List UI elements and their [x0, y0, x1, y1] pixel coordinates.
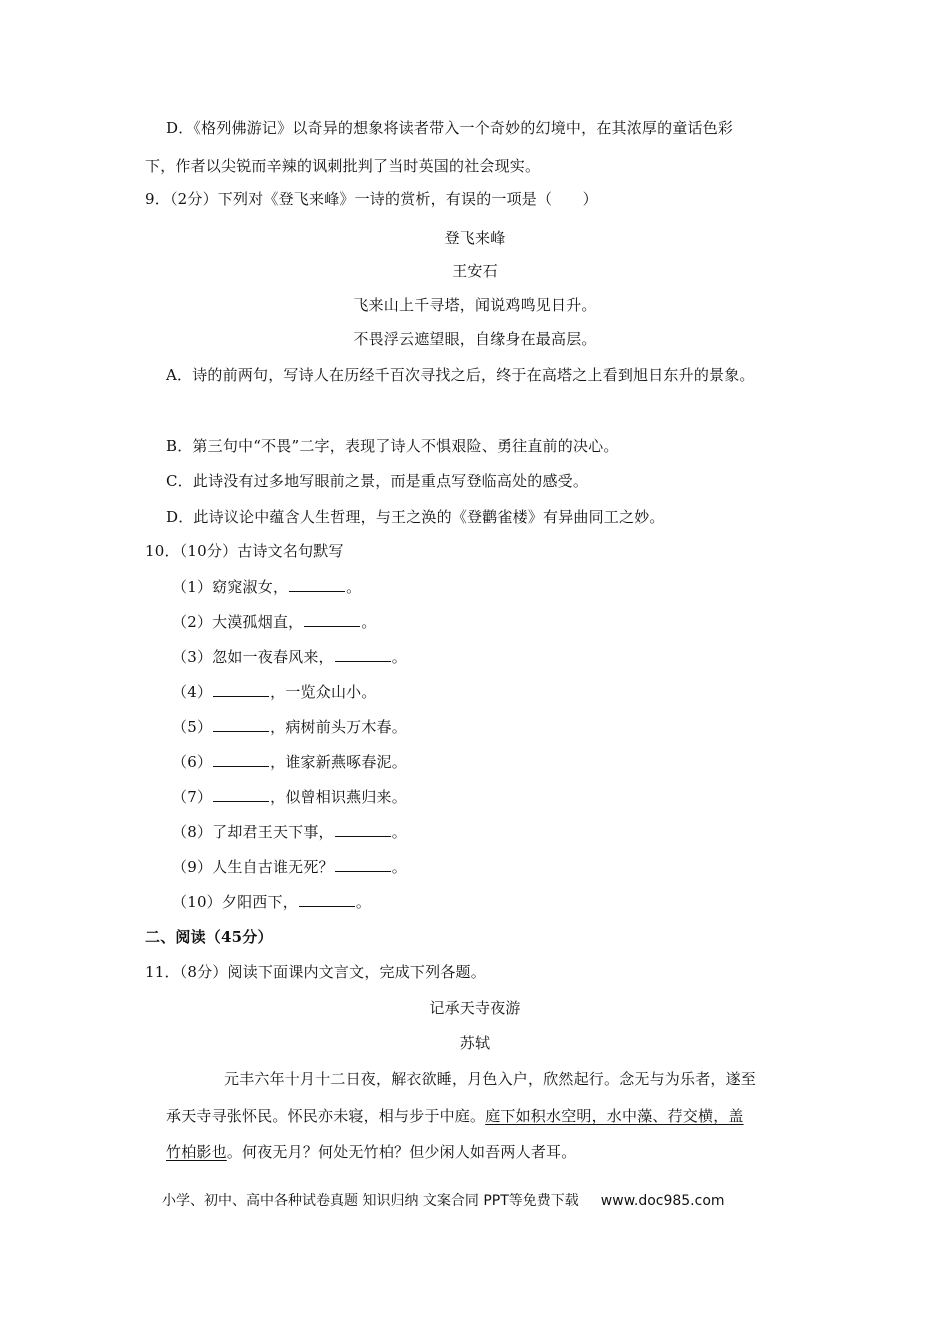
- q10-item-1: （1）窈窕淑女， 。: [172, 578, 362, 596]
- q11-stem: 11．（8分）阅读下面课内文言文，完成下列各题。: [145, 963, 486, 981]
- q9-option-c: C．此诗没有过多地写眼前之景，而是重点写登临高处的感受。: [166, 472, 589, 490]
- answer-blank[interactable]: [335, 822, 391, 837]
- answer-blank[interactable]: [304, 612, 360, 627]
- q10-item-10: （10）夕阳西下， 。: [172, 893, 372, 911]
- q9-stem: 9．（2分）下列对《登飞来峰》一诗的赏析，有误的一项是（ ）: [145, 190, 598, 208]
- passage-author: 苏轼: [459, 1034, 491, 1052]
- q9-option-d: D．此诗议论中蕴含人生哲理，与王之涣的《登鹳雀楼》有异曲同工之妙。: [166, 508, 665, 526]
- passage-line-3: 竹柏影也。何夜无月？何处无竹柏？但少闲人如吾两人者耳。: [166, 1143, 577, 1161]
- poem-line-1: 飞来山上千寻塔，闻说鸡鸣见日升。: [353, 296, 597, 314]
- answer-blank[interactable]: [335, 857, 391, 872]
- underlined-sentence: 庭下如积水空明，水中藻、荇交横，盖: [485, 1107, 744, 1125]
- q10-item-3: （3）忽如一夜春风来， 。: [172, 648, 407, 666]
- section-heading: 二、阅读（45分）: [145, 928, 273, 946]
- q10-item-2: （2）大漠孤烟直， 。: [172, 613, 377, 631]
- q10-stem: 10．（10分）古诗文名句默写: [145, 542, 344, 560]
- q10-item-7: （7） ，似曾相识燕归来。: [172, 788, 407, 806]
- answer-blank[interactable]: [213, 752, 269, 767]
- passage-title: 记承天寺夜游: [429, 999, 521, 1017]
- poem-title: 登飞来峰: [444, 229, 506, 247]
- poem-author: 王安石: [452, 262, 498, 280]
- footer-text: 小学、初中、高中各种试卷真题 知识归纳 文案合同 PPT等免费下载: [162, 1193, 579, 1209]
- answer-blank[interactable]: [289, 577, 345, 592]
- answer-blank[interactable]: [213, 787, 269, 802]
- q10-item-8: （8）了却君王天下事， 。: [172, 823, 407, 841]
- q9-option-a: A．诗的前两句，写诗人在历经千百次寻找之后，终于在高塔之上看到旭日东升的景象。: [166, 366, 755, 384]
- passage-line-2: 承天寺寻张怀民。怀民亦未寝，相与步于中庭。庭下如积水空明，水中藻、荇交横，盖: [166, 1107, 744, 1125]
- q9-option-b: B．第三句中“不畏”二字，表现了诗人不惧艰险、勇往直前的决心。: [166, 437, 619, 455]
- q10-item-6: （6） ，谁家新燕啄春泥。: [172, 753, 407, 771]
- passage-line-1: 元丰六年十月十二日夜，解衣欲睡，月色入户，欣然起行。念无与为乐者，遂至: [224, 1070, 757, 1088]
- answer-blank[interactable]: [213, 682, 269, 697]
- answer-blank[interactable]: [213, 717, 269, 732]
- page-footer: [162, 1191, 725, 1211]
- answer-blank[interactable]: [299, 892, 355, 907]
- q8-option-d-line1: D．《格列佛游记》以奇异的想象将读者带入一个奇妙的幻境中，在其浓厚的童话色彩: [166, 119, 734, 137]
- poem-line-2: 不畏浮云遮望眼，自缘身在最高层。: [353, 330, 597, 348]
- q8-option-d-line2: 下，作者以尖锐而辛辣的讽刺批判了当时英国的社会现实。: [145, 157, 541, 175]
- footer-site-link[interactable]: www.doc985.com: [600, 1193, 725, 1209]
- q10-item-4: （4） ，一览众山小。: [172, 683, 377, 701]
- q10-item-5: （5） ，病树前头万木春。: [172, 718, 407, 736]
- q10-item-9: （9）人生自古谁无死？ 。: [172, 858, 407, 876]
- answer-blank[interactable]: [335, 647, 391, 662]
- underlined-sentence-end: 竹柏影也: [166, 1143, 227, 1161]
